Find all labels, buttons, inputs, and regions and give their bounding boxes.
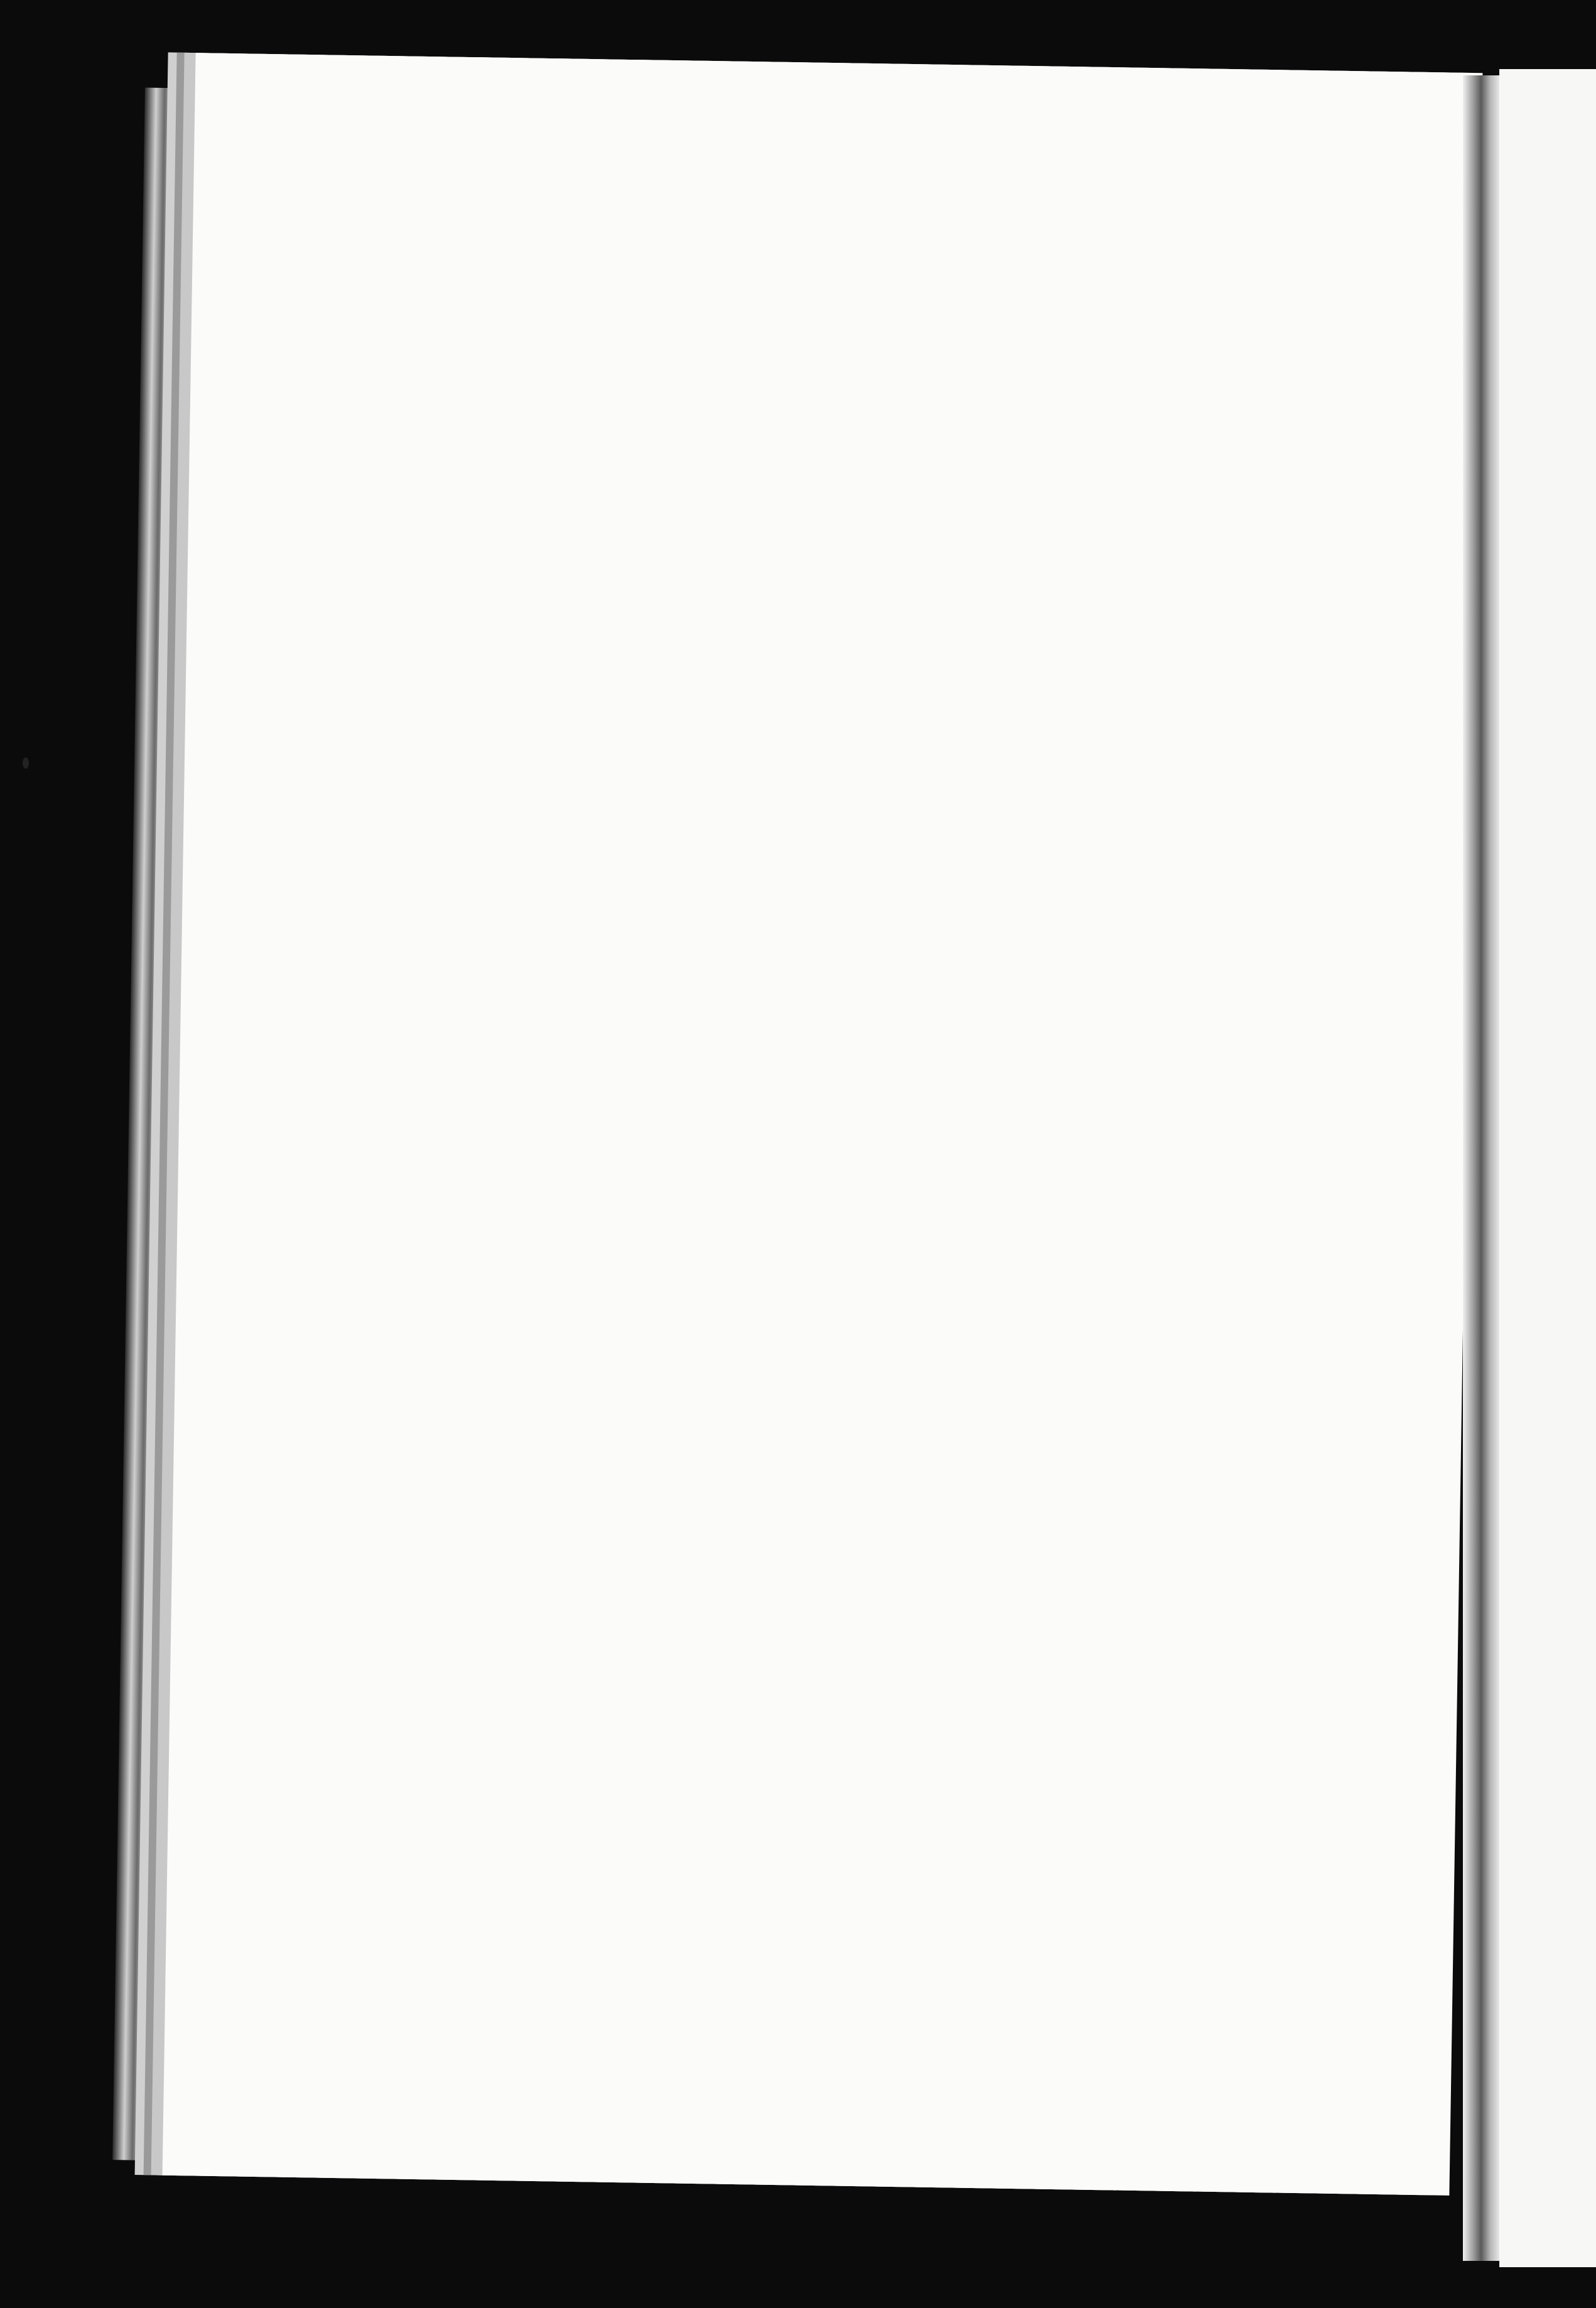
section-heading-haut-canada	[524, 1346, 1384, 1360]
section-heading-divisions	[517, 1409, 1377, 1422]
paragraph-xxxvi	[535, 1063, 1395, 1077]
paragraph-xxxviii	[485, 1835, 1351, 1849]
paragraph-xxxiv	[570, 395, 1424, 408]
paragraph-continued	[585, 273, 1426, 286]
book-gutter	[1463, 75, 1499, 2261]
paragraph-xxxv	[551, 865, 1411, 879]
scan-speck	[23, 757, 29, 769]
paragraph-xxxvii	[503, 1477, 1369, 1491]
facing-page	[1499, 69, 1596, 2267]
